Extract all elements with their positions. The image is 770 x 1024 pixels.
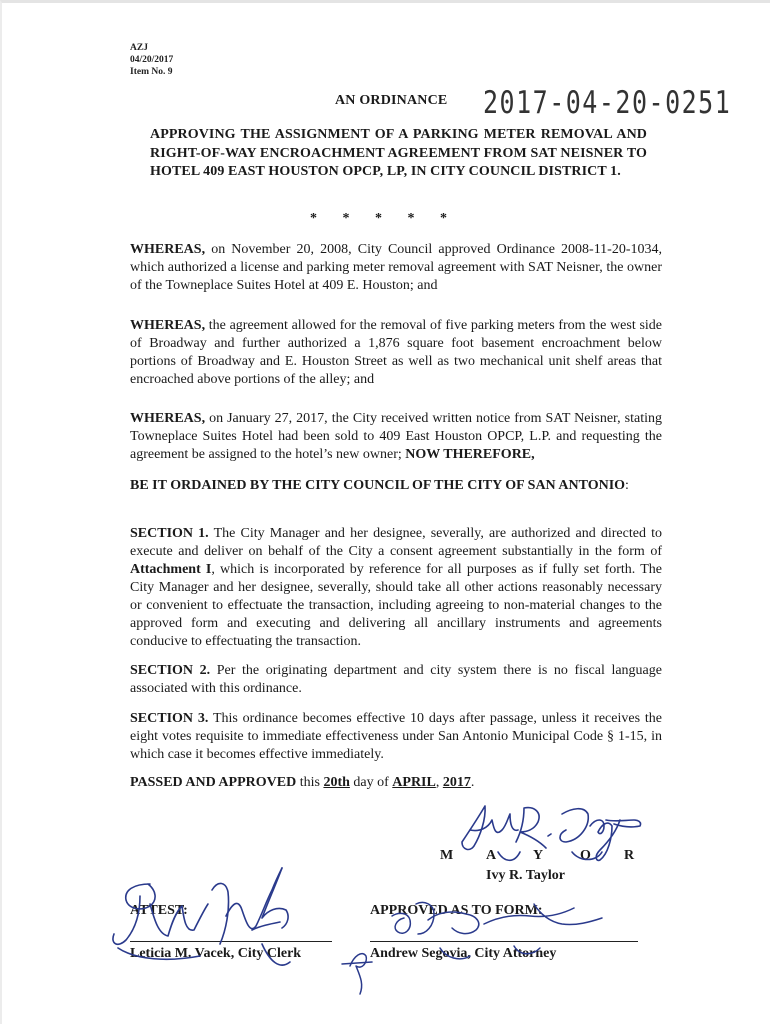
whereas-lead: WHEREAS,	[130, 242, 206, 257]
attorney-signature	[342, 902, 602, 994]
city-attorney-name: Andrew Segovia, City Attorney	[370, 946, 557, 961]
city-clerk-name: Leticia M. Vacek, City Clerk	[130, 946, 302, 961]
ordinance-title: APPROVING THE ASSIGNMENT OF A PARKING METER REMOVAL AND RIGHT-OF-WAY ENCROACHMENT AGREEMENT FROM SAT NEISNER TO HOTEL 409 EAST HOUSTON OPCP, LP, IN CITY COUNCIL DISTRICT 1.	[150, 127, 647, 179]
ordained-text: BE IT ORDAINED BY THE CITY COUNCIL OF THE CITY OF SAN ANTONIO	[130, 478, 626, 493]
mayor-signature	[462, 806, 641, 860]
initials: AZJ	[130, 43, 148, 53]
item-number: Item No. 9	[130, 67, 173, 77]
section-lead: SECTION 1.	[130, 526, 209, 541]
mayor-name: Ivy R. Taylor	[486, 868, 565, 883]
section-text: , which is incorporated by reference for all purposes as if fully set forth. The City Manager and her designee, severally, should take all other actions reasonably necessary or convenient to effectuate the transaction, including agreeing to non-material changes to the approved form and executing and delivering all ancillary instruments and agreements conducive to effectuating the transaction.	[130, 562, 662, 649]
section-lead: SECTION 2.	[130, 663, 211, 678]
agenda-date: 04/20/2017	[130, 55, 174, 65]
ordinance-label: AN ORDINANCE	[335, 93, 448, 108]
ordinance-number-stamp: 2017-04-20-0251	[483, 84, 732, 121]
attest-label: ATTEST:	[130, 903, 188, 918]
ordained-colon: :	[625, 478, 629, 493]
passed-and-approved: PASSED AND APPROVED this 20th day of APRIL, 2017.	[130, 775, 475, 790]
approved-as-to-form-label: APPROVED AS TO FORM:	[370, 903, 543, 918]
passed-day: 20th	[323, 775, 350, 790]
passed-month: APRIL	[392, 775, 436, 790]
section-text: The City Manager and her designee, severally, are authorized and directed to execute and deliver on behalf of the City a consent agreement substantially in the form of	[130, 526, 662, 559]
whereas-text: the agreement allowed for the removal of five parking meters from the west side of Broadway and further authorized a 1,876 square foot basement encroachment below portions of Broadway and E. Houston Street as well as two mechanical unit shelf areas that encroached above portions of the alley; and	[130, 318, 662, 387]
section-text: This ordinance becomes effective 10 days after passage, unless it receives the eight votes requisite to immediate effectiveness under San Antonio Municipal Code § 1-15, in which case it becomes effective immediately.	[130, 711, 662, 762]
passed-lead: PASSED AND APPROVED	[130, 775, 297, 790]
section-text: Per the originating department and city system there is no fiscal language associated with this ordinance.	[130, 663, 662, 696]
section-separator: * * * * *	[310, 211, 447, 226]
clerk-signature	[113, 868, 290, 965]
whereas-lead: WHEREAS,	[130, 411, 206, 426]
passed-year: 2017	[442, 775, 471, 790]
section-lead: SECTION 3.	[130, 711, 209, 726]
whereas-text: on January 27, 2017, the City received written notice from SAT Neisner, stating Towneplace Suites Hotel had been sold to 409 East Houston OPCP, L.P. and requesting the agreement be assigned to the hotel’s new owner;	[130, 411, 662, 462]
whereas-lead: WHEREAS,	[130, 318, 206, 333]
attachment-reference: Attachment I	[130, 562, 212, 577]
now-therefore: NOW THEREFORE,	[405, 447, 535, 462]
whereas-text: on November 20, 2008, City Council approved Ordinance 2008-11-20-1034, which authorized a license and parking meter removal agreement with SAT Neisner, the owner of the Towneplace Suites Hotel at 409 E. Houston; and	[130, 242, 662, 293]
